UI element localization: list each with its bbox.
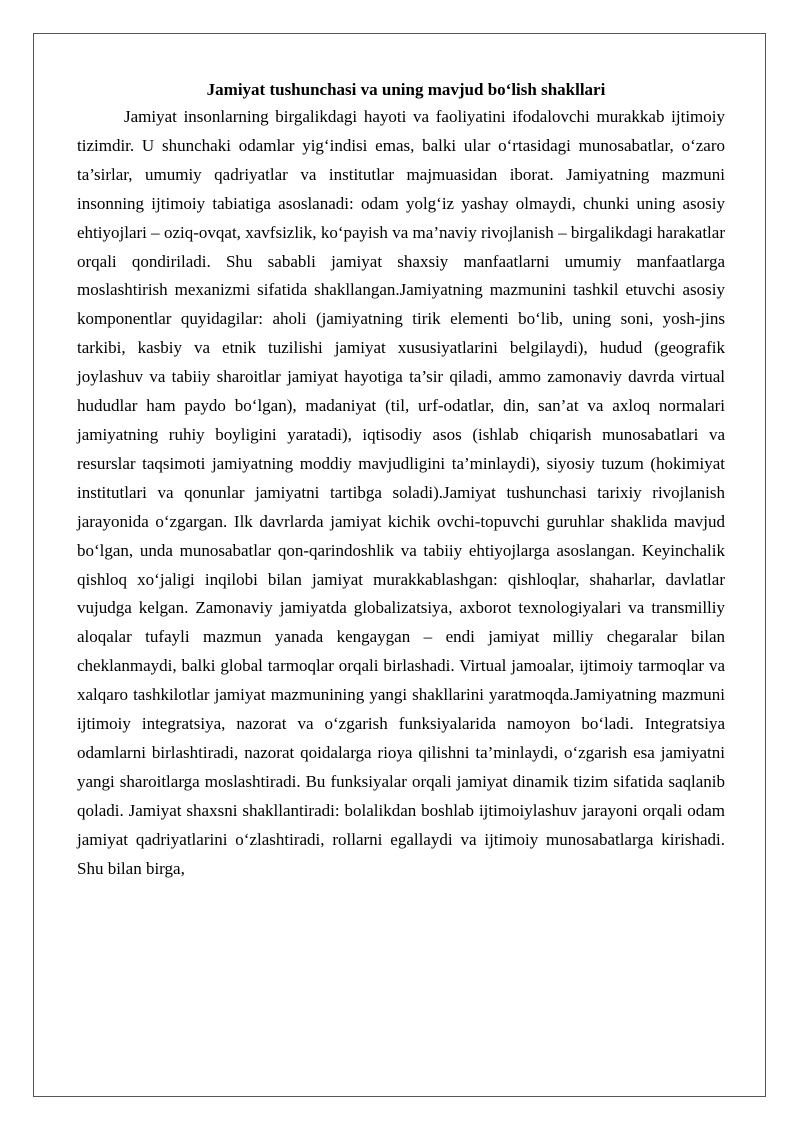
document-body-paragraph: Jamiyat insonlarning birgalikdagi hayoti va faoliyatini ifodalovchi murakkab ijtimoiy tizimdir. U shunchaki odamlar yig‘indisi emas, balki ular o‘rtasidagi munosabatlar, o‘zaro ta’sirlar, umumiy qadriyatlar va institutlar majmuasidan iborat. Jamiyatning mazmuni insonning ijtimoiy tabiatiga asoslanadi: odam yolg‘iz yashay olmaydi, chunki uning asosiy ehtiyojlari – oziq-ovqat, xavfsizlik, ko‘payish va ma’naviy rivojlanish – birgalikdagi harakatlar orqali qondiriladi. Shu sababli jamiyat shaxsiy manfaatlarni umumiy manfaatlarga moslashtirish mexanizmi sifatida shakllangan.Jamiyatning mazmunini tashkil etuvchi asosiy komponentlar quyidagilar: aholi (jamiyatning tirik elementi bo‘lib, uning soni, yosh-jins tarkibi, kasbiy va etnik tuzilishi jamiyat xususiyatlarini belgilaydi), hudud (geografik joylashuv va tabiiy sharoitlar jamiyat hayotiga ta’sir qiladi, ammo zamonaviy davrda virtual hududlar ham paydo bo‘lgan), madaniyat (til, urf-odatlar, din, san’at va axloq normalari jamiyatning ruhiy boyligini yaratadi), iqtisodiy asos (ishlab chiqarish munosabatlari va resurslar taqsimoti jamiyatning moddiy mavjudligini ta’minlaydi), siyosiy tuzum (hokimiyat institutlari va qonunlar jamiyatni tartibga soladi).Jamiyat tushunchasi tarixiy rivojlanish jarayonida o‘zgargan. Ilk davrlarda jamiyat kichik ovchi-topuvchi guruhlar shaklida mavjud bo‘lgan, unda munosabatlar qon-qarindoshlik va tabiiy ehtiyojlarga asoslangan. Keyinchalik qishloq xo‘jaligi inqilobi bilan jamiyat murakkablashgan: qishloqlar, shaharlar, davlatlar vujudga kelgan. Zamonaviy jamiyatda globalizatsiya, axborot texnologiyalari va transmilliy aloqalar tufayli mazmun yanada kengaygan – endi jamiyat milliy chegaralar bilan cheklanmaydi, balki global tarmoqlar orqali birlashadi. Virtual jamoalar, ijtimoiy tarmoqlar va xalqaro tashkilotlar jamiyat mazmunining yangi shakllarini yaratmoqda.Jamiyatning mazmuni ijtimoiy integratsiya, nazorat va o‘zgarish funksiyalarida namoyon bo‘ladi. Integratsiya odamlarni birlashtiradi, nazorat qoidalarga rioya qilishni ta’minlaydi, o‘zgarish esa jamiyatni yangi sharoitlarga moslashtiradi. Bu funksiyalar orqali jamiyat dinamik tizim sifatida saqlanib qoladi. Jamiyat shaxsni shakllantiradi: bolalikdan boshlab ijtimoiylashuv jarayoni orqali odam jamiyat qadriyatlarini o‘zlashtiradi, rollarni egallaydi va ijtimoiy munosabatlarga kirishadi. Shu bilan birga, bbox=[77, 107, 725, 878]
document-content bbox=[77, 76, 725, 883]
document-title: Jamiyat tushunchasi va uning mavjud bo‘lish shakllari bbox=[206, 80, 606, 99]
